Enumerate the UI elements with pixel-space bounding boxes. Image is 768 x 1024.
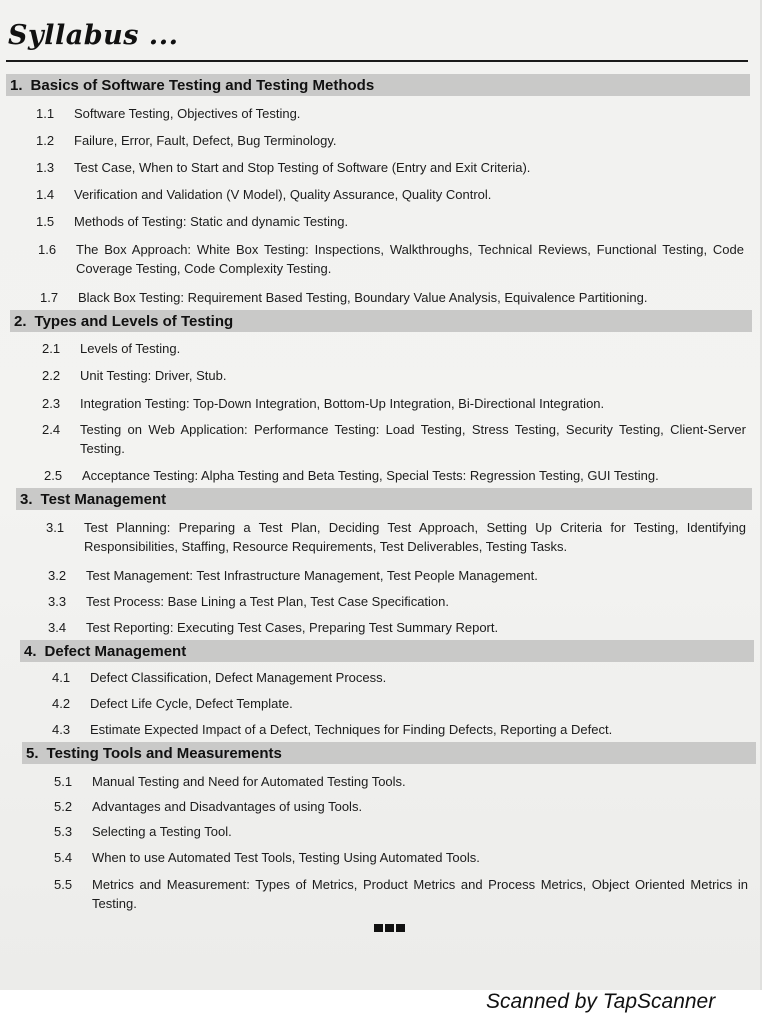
item-text: Metrics and Measurement: Types of Metrics, Product Metrics and Process Metrics, Object Oriented Metrics in Testing. (92, 877, 748, 911)
syllabus-item (52, 668, 750, 688)
item-text: Integration Testing: Top-Down Integration, Bottom-Up Integration, Bi-Directional Integration. (80, 396, 605, 411)
item-text: Manual Testing and Need for Automated Testing Tools. (92, 774, 406, 789)
item-number: 5.4 (54, 850, 73, 865)
item-number: 2.3 (42, 396, 61, 411)
syllabus-item (42, 339, 748, 359)
syllabus-item (46, 518, 748, 558)
section-number: 3. (20, 490, 33, 508)
item-text: Testing on Web Application: Performance Testing: Load Testing, Stress Testing, Security Testing, Client-Server Testing. (80, 422, 746, 456)
item-text: Test Management: Test Infrastructure Management, Test People Management. (86, 568, 538, 583)
item-number: 2.2 (42, 368, 61, 383)
item-text: Defect Classification, Defect Management Process. (90, 670, 387, 685)
syllabus-item (48, 566, 748, 586)
syllabus-item (48, 592, 748, 612)
section-number: 4. (24, 642, 37, 660)
syllabus-item (42, 366, 748, 386)
syllabus-item (54, 772, 750, 792)
section-header-4 (20, 640, 754, 662)
item-number: 1.3 (36, 160, 55, 175)
item-number: 3.2 (48, 568, 67, 583)
item-number: 3.4 (48, 620, 67, 635)
section-number: 2. (14, 312, 27, 330)
item-number: 4.3 (52, 722, 71, 737)
section-title: Defect Management (44, 642, 187, 660)
item-number: 3.1 (46, 520, 65, 535)
item-number: 1.7 (40, 290, 59, 305)
item-text: Test Planning: Preparing a Test Plan, Deciding Test Approach, Setting Up Criteria for Testing, Identifying Responsibilities, Staffing, Resource Requirements, Test Deliverables, Testing Tasks. (84, 520, 746, 554)
section-header-2 (10, 310, 752, 332)
syllabus-item (54, 797, 750, 817)
end-of-page-mark (374, 924, 405, 932)
item-text: Selecting a Testing Tool. (92, 824, 232, 839)
item-text: Unit Testing: Driver, Stub. (80, 368, 227, 383)
item-number: 1.2 (36, 133, 55, 148)
syllabus-item (52, 720, 750, 740)
syllabus-item (42, 420, 748, 460)
item-text: Black Box Testing: Requirement Based Testing, Boundary Value Analysis, Equivalence Partitioning. (78, 290, 648, 305)
syllabus-item (44, 466, 750, 486)
item-number: 1.5 (36, 214, 55, 229)
end-square (396, 924, 405, 932)
syllabus-item (36, 158, 744, 178)
item-number: 4.1 (52, 670, 71, 685)
item-number: 1.4 (36, 187, 55, 202)
section-title: Test Management (40, 490, 167, 508)
item-number: 1.6 (38, 242, 57, 257)
section-header-1 (6, 74, 750, 96)
item-text: Estimate Expected Impact of a Defect, Techniques for Finding Defects, Reporting a Defect. (90, 722, 613, 737)
syllabus-item (40, 288, 748, 308)
syllabus-item (38, 240, 746, 280)
item-text: Acceptance Testing: Alpha Testing and Beta Testing, Special Tests: Regression Testing, GUI Testing. (82, 468, 659, 483)
item-text: Test Reporting: Executing Test Cases, Preparing Test Summary Report. (86, 620, 499, 635)
item-number: 2.5 (44, 468, 63, 483)
end-square (374, 924, 383, 932)
syllabus-item (54, 848, 750, 868)
item-text: Test Case, When to Start and Stop Testing of Software (Entry and Exit Criteria). (74, 160, 531, 175)
item-text: Test Process: Base Lining a Test Plan, Test Case Specification. (86, 594, 449, 609)
section-title: Testing Tools and Measurements (46, 744, 282, 762)
item-number: 5.5 (54, 877, 73, 892)
item-number: 5.1 (54, 774, 73, 789)
item-text: Levels of Testing. (80, 341, 181, 356)
syllabus-item (36, 185, 744, 205)
item-number: 5.3 (54, 824, 73, 839)
item-number: 5.2 (54, 799, 73, 814)
syllabus-item (42, 394, 748, 414)
syllabus-item (54, 822, 750, 842)
syllabus-item (52, 694, 750, 714)
section-number: 5. (26, 744, 39, 762)
title-divider (6, 60, 748, 62)
item-number: 3.3 (48, 594, 67, 609)
item-number: 1.1 (36, 106, 55, 121)
item-number: 4.2 (52, 696, 71, 711)
item-text: Failure, Error, Fault, Defect, Bug Terminology. (74, 133, 337, 148)
item-number: 2.4 (42, 422, 61, 437)
item-text: Verification and Validation (V Model), Quality Assurance, Quality Control. (74, 187, 492, 202)
item-text: Software Testing, Objectives of Testing. (74, 106, 301, 121)
section-title: Types and Levels of Testing (34, 312, 234, 330)
syllabus-item (36, 104, 744, 124)
scanner-watermark: Scanned by TapScanner (486, 990, 716, 1013)
item-text: Defect Life Cycle, Defect Template. (90, 696, 293, 711)
syllabus-item (54, 875, 750, 915)
syllabus-item (48, 618, 748, 638)
syllabus-item (36, 212, 744, 232)
item-text: When to use Automated Test Tools, Testing Using Automated Tools. (92, 850, 480, 865)
syllabus-item (36, 131, 744, 151)
section-title: Basics of Software Testing and Testing Methods (30, 76, 375, 94)
section-header-5 (22, 742, 756, 764)
item-number: 2.1 (42, 341, 61, 356)
item-text: Advantages and Disadvantages of using Tools. (92, 799, 363, 814)
page-title: Syllabus ... (8, 20, 179, 51)
item-text: Methods of Testing: Static and dynamic Testing. (74, 214, 349, 229)
section-header-3 (16, 488, 752, 510)
end-square (385, 924, 394, 932)
item-text: The Box Approach: White Box Testing: Inspections, Walkthroughs, Technical Reviews, Functional Testing, Code Coverage Testing, Code Complexity Testing. (76, 242, 744, 276)
section-number: 1. (10, 76, 23, 94)
